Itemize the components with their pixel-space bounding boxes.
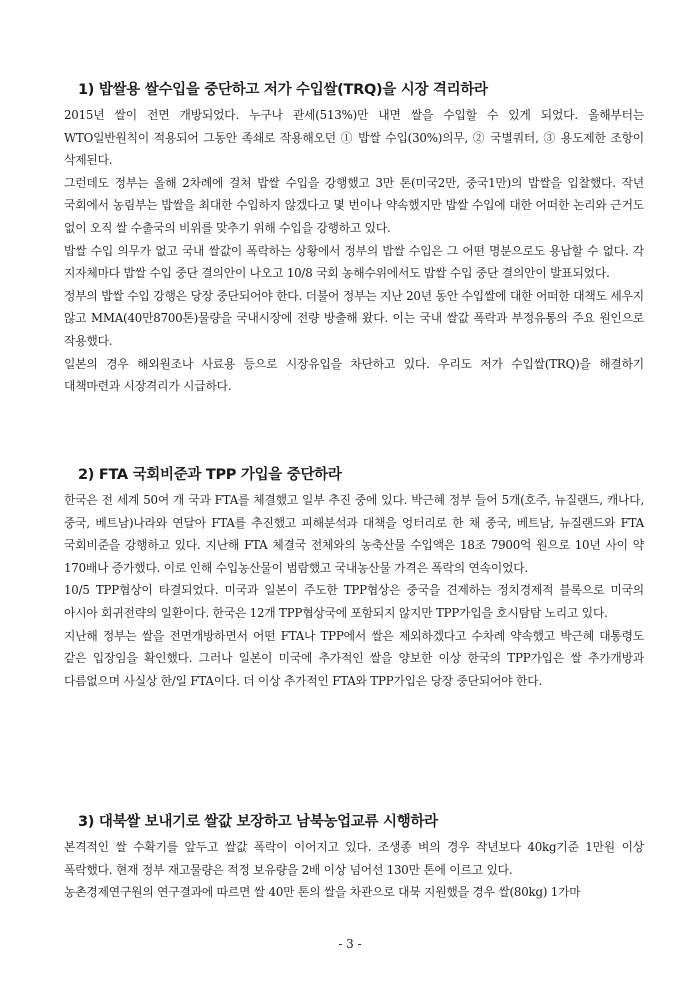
paragraph: 지난해 정부는 쌀을 전면개방하면서 어떤 FTA나 TPP에서 쌀은 제외하겠다고 수차례 약속했고 박근혜 대통령도 같은 입장임을 확인했다. 그러나 일본이 미국에 추가적인 쌀을 양보한 이상 한국의 TPP가입은 쌀 추가개방과 다름없으며 사실상 한/일 FTA이다. 더 이상 추가적인 FTA와 TPP가입은 당장 중단되어야 한다. <box>64 628 644 688</box>
section-1 <box>64 80 644 398</box>
section-3 <box>64 812 644 904</box>
page-number: - 3 - <box>338 937 362 951</box>
paragraph: 10/5 TPP협상이 타결되었다. 미국과 일본이 주도한 TPP협상은 중국을 견제하는 정치경제적 블록으로 미국의 아시아 회귀전략의 일환이다. 한국은 12개 TPP협상국에 포함되지 않지만 TPP가입을 호시탐탐 노리고 있다. <box>64 583 644 620</box>
paragraph: 그런데도 정부는 올해 2차례에 걸쳐 밥쌀 수입을 강행했고 3만 톤(미국2만, 중국1만)의 밥쌀을 입찰했다. 작년 국회에서 농림부는 밥쌀을 최대한 수입하지 않겠다고 몇 번이나 약속했지만 밥쌀 수입에 대한 어떠한 논리와 근거도 없이 오직 쌀 수출국의 비위를 맞추기 위해 수입을 강행하고 있다. <box>64 175 644 235</box>
paragraph: 일본의 경우 해외원조나 사료용 등으로 시장유입을 차단하고 있다. 우리도 저가 수입쌀(TRQ)을 해결하기 대책마련과 시장격리가 시급하다. <box>64 356 644 394</box>
paragraph: 농촌경제연구원의 연구결과에 따르면 쌀 40만 톤의 쌀을 차관으로 대북 지원했을 경우 쌀(80kg) 1가마 <box>64 885 581 900</box>
section-heading: 1) 밥쌀용 쌀수입을 중단하고 저가 수입쌀(TRQ)을 시장 격리하라 <box>78 82 488 98</box>
paragraph: 밥쌀 수입 의무가 없고 국내 쌀값이 폭락하는 상황에서 정부의 밥쌀 수입은 그 어떤 명분으로도 용납할 수 없다. 각 지자체마다 밥쌀 수입 중단 결의안이 나오고 10/8 국회 농해수위에서도 밥쌀 수입 중단 결의안이 발표되었다. <box>64 243 644 281</box>
paragraph: 2015년 쌀이 전면 개방되었다. 누구나 관세(513%)만 내면 쌀을 수입할 수 있게 되었다. 올해부터는 WTO일반원칙이 적용되어 그동안 족쇄로 작용해오던 ① 밥쌀 수입(30%)의무, ② 국별쿼터, ③ 용도제한 조항이 삭제된다. <box>64 108 644 168</box>
paragraph: 한국은 전 세계 50여 개 국과 FTA를 체결했고 일부 추진 중에 있다. 박근혜 정부 들어 5개(호주, 뉴질랜드, 캐나다, 중국, 베트남)나라와 연달아 FTA를 추진했고 피해분석과 대책을 엉터리로 한 채 중국, 베트남, 뉴질랜드와 FTA 국회비준을 강행하고 있다. 지난해 FTA 체결국 전체와의 농축산물 수입액은 18조 7900억 원으로 10년 사이 약 170배나 증가했다. 이로 인해 수입농산물이 범람했고 국내농산물 가격은 폭락의 연속이었다. <box>64 493 644 575</box>
paragraph: 본격적인 쌀 수확기를 앞두고 쌀값 폭락이 이어지고 있다. 조생종 벼의 경우 작년보다 40kg기준 1만원 이상 폭락했다. 현재 정부 재고물량은 적정 보유량을 2배 이상 넘어선 130만 톤에 이르고 있다. <box>64 840 644 877</box>
section-2 <box>64 465 644 692</box>
paragraph: 정부의 밥쌀 수입 강행은 당장 중단되어야 한다. 더불어 정부는 지난 20년 동안 수입쌀에 대한 어떠한 대책도 세우지 않고 MMA(40만8700톤)물량을 국내시장에 전량 방출해 왔다. 이는 국내 쌀값 폭락과 부정유통의 주요 원인으로 작용했다. <box>64 288 644 348</box>
section-heading: 2) FTA 국회비준과 TPP 가입을 중단하라 <box>78 467 342 483</box>
section-heading: 3) 대북쌀 보내기로 쌀값 보장하고 남북농업교류 시행하라 <box>78 814 438 830</box>
